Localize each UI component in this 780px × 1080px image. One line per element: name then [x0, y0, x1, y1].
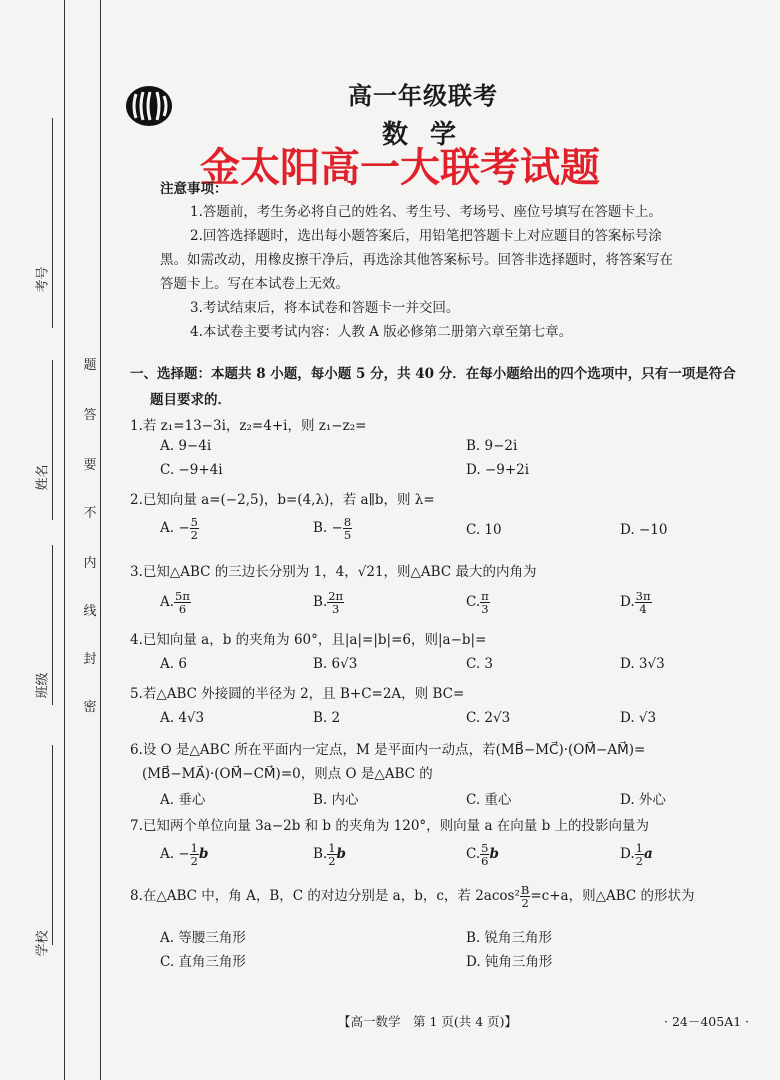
- seal-char: 线: [83, 604, 97, 619]
- exam-code: · 24－405A1 ·: [664, 1014, 750, 1029]
- q3-option-a: A. $\frac{5\pi}{6}$: [160, 589, 190, 616]
- q8-option-a: A. 等腰三角形: [160, 930, 246, 946]
- field-name-label: 姓名: [35, 464, 51, 491]
- question-6-stem-cont: (MB⃗−MA⃗)·(OM⃗−CM⃗)=0，则点 O 是△ABC 的: [142, 766, 433, 782]
- q3-option-c: C. $\frac{\pi}{3}$: [466, 589, 489, 616]
- publisher-logo-icon: [124, 84, 174, 128]
- seal-char: 要: [83, 458, 97, 473]
- exam-title: 高一年级联考: [348, 81, 498, 110]
- binding-line-inner: [100, 0, 101, 1080]
- section-heading: 一、选择题：本题共 8 小题，每小题 5 分，共 40 分．在每小题给出的四个选项中，只有一项是符合: [130, 366, 736, 382]
- seal-char: 封: [83, 652, 97, 667]
- question-3-stem: 3.已知△ABC 的三边长分别为 1，4，√21，则△ABC 最大的内角为: [130, 564, 537, 580]
- note-item: 2.回答选择题时，选出每小题答案后，用铅笔把答题卡上对应题目的答案标号涂: [190, 228, 662, 244]
- q3-option-d: D. $\frac{3\pi}{4}$: [620, 589, 651, 616]
- field-school-line: [52, 745, 53, 945]
- q8-option-d: D. 钝角三角形: [466, 954, 553, 970]
- q4-option-b: B. 6√3: [313, 656, 358, 672]
- q5-option-c: C. 2√3: [466, 710, 511, 726]
- q7-option-b: B. $\frac{1}{2}$ b: [313, 841, 346, 868]
- q6-option-c: C. 重心: [466, 792, 512, 808]
- note-item: 答题卡上。写在本试卷上无效。: [160, 276, 349, 292]
- question-4-stem: 4.已知向量 a，b 的夹角为 60°，且|a|=|b|=6，则|a−b|=: [130, 632, 487, 648]
- field-name-line: [52, 360, 53, 520]
- question-1-stem: 1.若 z₁=13−3i，z₂=4+i，则 z₁−z₂=: [130, 418, 367, 434]
- q5-option-b: B. 2: [313, 710, 341, 726]
- q2-option-d: D. −10: [620, 522, 668, 538]
- seal-char: 内: [83, 556, 97, 571]
- q2-option-b: B. − $\frac{8}{5}$: [313, 515, 352, 542]
- question-5-stem: 5.若△ABC 外接圆的半径为 2，且 B+C=2A，则 BC=: [130, 686, 465, 702]
- page-footer: 【高一数学 第 1 页(共 4 页)】: [338, 1014, 518, 1029]
- field-exam-number-label: 考号: [35, 266, 51, 293]
- question-8-stem: 8.在△ABC 中，角 A，B，C 的对边分别是 a，b，c，若 2acos² $\frac{B}{2}$ =c+a，则△ABC 的形状为: [130, 883, 695, 910]
- seal-char: 答: [83, 408, 97, 423]
- note-item: 4.本试卷主要考试内容：人教 A 版必修第二册第六章至第七章。: [190, 324, 573, 340]
- field-exam-number-line: [52, 118, 53, 328]
- note-item: 黑。如需改动，用橡皮擦干净后，再选涂其他答案标号。回答非选择题时，将答案写在: [160, 252, 673, 268]
- question-2-stem: 2.已知向量 a=(−2,5)，b=(4,λ)，若 a∥b，则 λ=: [130, 492, 435, 508]
- field-school-label: 学校: [35, 930, 51, 957]
- q5-option-a: A. 4√3: [160, 710, 205, 726]
- q7-option-a: A. − $\frac{1}{2}$ b: [160, 841, 209, 868]
- q4-option-c: C. 3: [466, 656, 494, 672]
- seal-char: 不: [83, 506, 97, 521]
- q1-option-d: D. −9+2i: [466, 462, 530, 478]
- q3-option-b: B. $\frac{2\pi}{3}$: [313, 589, 344, 616]
- field-class-label: 班级: [35, 672, 51, 699]
- q7-option-d: D. $\frac{1}{2}$ a: [620, 841, 653, 868]
- exam-subject: 数学: [382, 120, 479, 150]
- q8-option-b: B. 锐角三角形: [466, 930, 553, 946]
- q5-option-d: D. √3: [620, 710, 657, 726]
- q1-option-b: B. 9−2i: [466, 438, 518, 454]
- watermark-overlay-title: 金太阳高一大联考试题: [200, 145, 600, 191]
- q6-option-d: D. 外心: [620, 792, 666, 808]
- q2-option-c: C. 10: [466, 522, 502, 538]
- field-class-line: [52, 545, 53, 705]
- question-7-stem: 7.已知两个单位向量 3a−2b 和 b 的夹角为 120°，则向量 a 在向量 b 上的投影向量为: [130, 818, 650, 834]
- q7-option-c: C. $\frac{5}{6}$ b: [466, 841, 499, 868]
- notes-heading: 注意事项：: [160, 181, 228, 197]
- section-heading-cont: 题目要求的．: [150, 392, 231, 408]
- q6-option-b: B. 内心: [313, 792, 359, 808]
- q4-option-d: D. 3√3: [620, 656, 665, 672]
- q4-option-a: A. 6: [160, 656, 187, 672]
- q1-option-c: C. −9+4i: [160, 462, 223, 478]
- q8-option-c: C. 直角三角形: [160, 954, 246, 970]
- q6-option-a: A. 垂心: [160, 792, 206, 808]
- question-6-stem: 6.设 O 是△ABC 所在平面内一定点，M 是平面内一动点，若(MB⃗−MC⃗)·(OM⃗−AM⃗)=: [130, 742, 646, 758]
- seal-char: 密: [83, 700, 97, 715]
- note-item: 3.考试结束后，将本试卷和答题卡一并交回。: [190, 300, 460, 316]
- q2-option-a: A. − $\frac{5}{2}$: [160, 515, 198, 542]
- binding-line-outer: [64, 0, 65, 1080]
- note-item: 1.答题前，考生务必将自己的姓名、考生号、考场号、座位号填写在答题卡上。: [190, 204, 662, 220]
- q1-option-a: A. 9−4i: [160, 438, 212, 454]
- seal-char: 题: [83, 358, 97, 373]
